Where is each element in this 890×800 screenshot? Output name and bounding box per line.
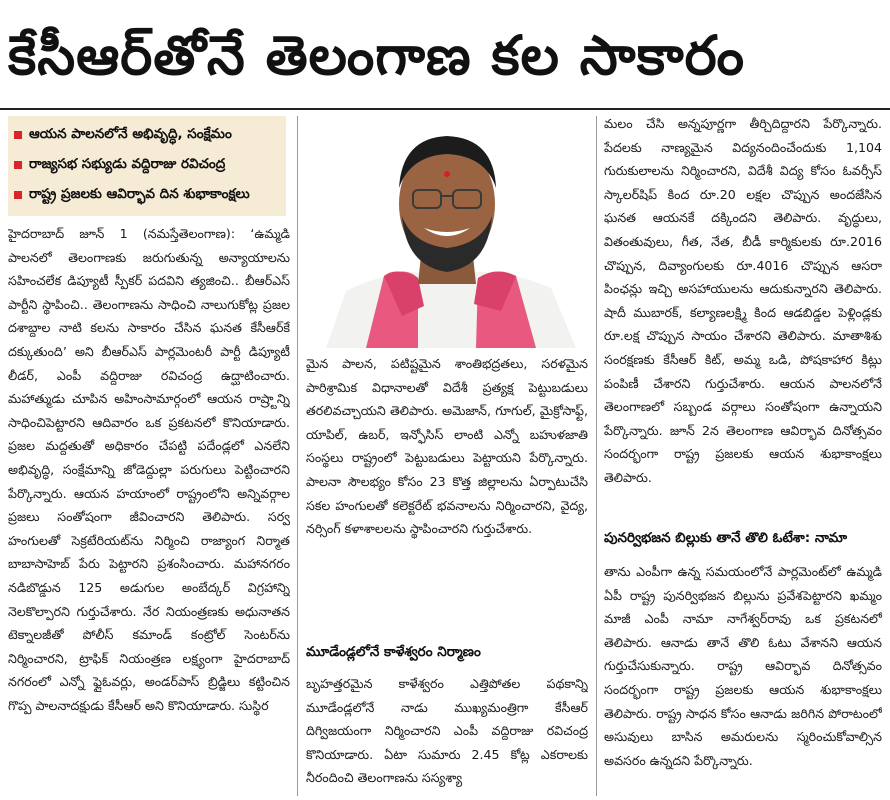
highlight-text: రాజ్యసభ సభ్యుడు వద్దిరాజు రవిచంద్ర — [29, 155, 226, 172]
highlight-item — [14, 150, 280, 180]
portrait-image — [306, 116, 588, 348]
article-column-2 — [306, 352, 588, 636]
article-column-2-continued — [306, 672, 588, 796]
article-column-3-continued — [604, 560, 882, 796]
column-divider — [297, 116, 298, 796]
portrait-photo — [306, 116, 588, 348]
headline: కేసీఆర్‌తోనే తెలంగాణ కల సాకారం — [8, 24, 745, 87]
bullet-icon — [14, 131, 22, 139]
section-subhead: పునర్విభజన బిల్లుకు తానే తొలి ఓటేశా: నామా — [604, 530, 848, 546]
article-paragraph: బృహత్తరమైన కాళేశ్వరం ఎత్తిపోతల పథకాన్ని మూడేండ్లలోనే నాడు ముఖ్యమంత్రిగా కేసీఆర్‌ దిగ్విజయంగా నిర్మించారని ఎంపీ వద్దిరాజు రవిచంద్ర కొనియాడారు. ఏటా సుమారు 2.45 కోట్ల ఎకరాలకు నీరందించి తెలంగాణను సస్యశ్యా — [306, 676, 588, 786]
column-divider — [596, 116, 597, 796]
highlight-item — [14, 120, 280, 150]
headline-rule — [0, 108, 890, 110]
highlight-text: ఆయన పాలనలోనే అభివృద్ధి, సంక్షేమం — [29, 125, 232, 142]
article-paragraph: హైదరాబాద్‌ జూన్‌ 1 (నమస్తేతెలంగాణ): ‘ఉమ్మడి పాలనలో తెలంగాణకు జరుగుతున్న అన్యాయాలను సహించలేక డిప్యూటీ స్పీకర్‌ పదవిని త్యజించి.. బీఆర్‌ఎస్‌ పార్టీని స్థాపించి.. తెలంగాణను సాధించి నాలుగుకోట్ల ప్రజల దశాబ్దాల నాటి కలను సాకారం చేసిన ఘనత కేసీఆర్‌కే దక్కుతుంది’ అని బీఆర్‌ఎస్‌ పార్లమెంటరీ పార్టీ డిప్యూటీ లీడర్‌, ఎంపీ వద్దిరాజు రవిచంద్ర ఉద్ఘాటించారు. మహాత్ముడు చూపిన అహింసామార్గంలో ఆయన రాష్ర్టాన్ని సాధించిపెట్టారని ఆదివారం ఒక ప్రకటనలో కొనియాడారు. ప్రజల మద్దతుతో అధికారం చేపట్టి పదేండ్లలో ఎనలేని అభివృద్ధి, సంక్షేమాన్ని జోడెద్దుల్లా పరుగులు పెట్టించారని పేర్కొన్నారు. ఆయన హయాంలో రాష్ట్రంలోని అన్నివర్గాల ప్రజలు సంతోషంగా జీవించారని తెలిపారు. సర్వ హంగులతో సెక్రటేరియట్‌ను నిర్మించి రాజ్యాంగ నిర్మాత బాబాసాహెబ్‌ పేరు పెట్టారని ప్రశంసించారు. మహానగరం నడిబొడ్డున 125 అడుగుల అంబేద్కర్‌ విగ్రహాన్ని నెలకొల్పారని గుర్తుచేశారు. నేర నియంత్రణకు అధునాతన టెక్నాలజీతో పోలీస్‌ కమాండ్‌ కంట్రోల్‌ సెంటర్‌ను నిర్మించారని, ట్రాఫిక్‌ నియంత్రణ లక్ష్యంగా హైదరాబాద్‌ నగరంలో ఎన్నో ఫ్లైఓవర్లు, అండర్‌పాస్‌ బ్రిడ్జిలు కట్టించిన గొప్ప పాలనాదక్షుడు కేసీఆర్‌ అని కొనియాడారు. సుస్థిర — [8, 226, 290, 713]
article-paragraph: తాను ఎంపీగా ఉన్న సమయంలోనే పార్లమెంట్‌లో ఉమ్మడి ఏపీ రాష్ట్ర పునర్విభజన బిల్లును ప్రవేశపెట్టారని ఖమ్మం మాజీ ఎంపీ నామా నాగేశ్వర్‌రావు ఒక ప్రకటనలో తెలిపారు. ఆనాడు తానే తొలి ఓటు వేశానని ఆయన గుర్తుచేసుకున్నారు. రాష్ట్ర ఆవిర్భావ దినోత్సవం సందర్భంగా రాష్ట్ర ప్రజలకు ఆయన శుభాకాంక్షలు తెలిపారు. రాష్ట్ర సాధన కోసం ఆనాడు జరిగిన పోరాటంలో అసువులు బాసిన అమరులను స్మరించుకోవాల్సిన అవసరం ఉన్నదని పేర్కొన్నారు. — [604, 564, 882, 768]
highlight-text: రాష్ట్ర ప్రజలకు ఆవిర్భావ దిన శుభాకాంక్షలు — [29, 185, 250, 202]
bullet-icon — [14, 191, 22, 199]
highlight-item — [14, 180, 280, 210]
bullet-icon — [14, 161, 22, 169]
highlights-box — [8, 116, 286, 216]
article-paragraph: మలం చేసి అన్నపూర్ణగా తీర్చిదిద్దారని పేర్కొన్నారు. పేదలకు నాణ్యమైన విద్యనందించేందుకు 1,104 గురుకులాలను నిర్మించారని, విదేశీ విద్య కోసం ఓవర్సీస్‌ స్కాలర్‌షిప్‌ కింద రూ.20 లక్షల చొప్పున అందజేసిన ఘనత ఆయనకే దక్కిందని తెలిపారు. వృద్ధులు, వితంతువులు, గీత, నేత, బీడీ కార్మికులకు రూ.2016 చొప్పున, దివ్యాంగులకు రూ.4016 చొప్పున ఆసరా పింఛన్లు ఇచ్చి అసహాయులను ఆదుకున్నారని తెలిపారు. షాదీ ముబారక్‌, కల్యాణలక్ష్మి కింద ఆడబిడ్డల పెళ్లిండ్లకు రూ.లక్ష చొప్పున సాయం చేశారని తెలిపారు. మాతాశిశు సంరక్షణకు కేసీఆర్‌ కిట్‌, అమ్మ ఒడి, పోషకాహార కిట్లు పంపిణీ చేశారని గుర్తుచేశారు. ఆయన పాలనలోనే తెలంగాణలో సబ్బండ వర్గాలు సంతోషంగా ఉన్నాయని పేర్కొన్నారు. జూన్‌ 2న తెలంగాణ ఆవిర్భావ దినోత్సవం సందర్భంగా రాష్ట్ర ప్రజలకు ఆయన శుభాకాంక్షలు తెలిపారు. — [604, 116, 882, 485]
article-paragraph: మైన పాలన, పటిష్టమైన శాంతిభద్రతలు, సరళమైన పారిశ్రామిక విధానాలతో విదేశీ ప్రత్యక్ష పెట్టుబడులు తరలివచ్చాయని తెలిపారు. అమెజాన్‌, గూగుల్‌, మైక్రోసాఫ్ట్‌, యాపిల్‌, ఉబర్‌, ఇన్ఫోసిస్‌ లాంటి ఎన్నో బహుళజాతి సంస్థలు రాష్ట్రంలో పెట్టుబడులు పెట్టాయని పేర్కొన్నారు. పాలనా సౌలభ్యం కోసం 23 కొత్త జిల్లాలను ఏర్పాటుచేసి సకల హంగులతో కలెక్టరేట్‌ భవనాలను నిర్మించారని, వైద్య, నర్సింగ్‌ కళాశాలలను స్థాపించారని గుర్తుచేశారు. — [306, 356, 588, 537]
section-subhead: మూడేండ్లలోనే కాళేశ్వరం నిర్మాణం — [306, 644, 481, 660]
article-column-1 — [8, 222, 290, 796]
article-column-3 — [604, 112, 882, 522]
